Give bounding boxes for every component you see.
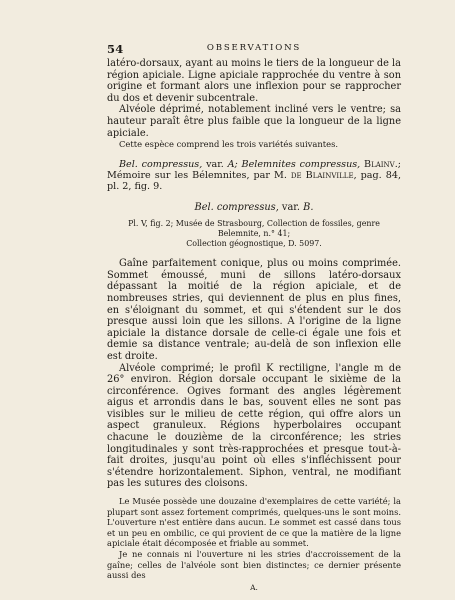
paragraph-alveole-comprime: Alvéole comprimé; le profil K rectiligne, l'angle m de 26° environ. Région dorsale occupant le sixième de la circonférence. Ogives formant des angles légèrement aigus et arrondis dans le bas, souvent elles ne sont pas visibles sur le milieu de cette région, qui offre alors un aspect granuleux. Régions hyperbolaires occupant chacune le douzième de la circonférence; les stries longitudinales y sont très-rapprochées et presque tout-à-fait droites, jusqu'au point où elles s'infléchissent pour s'étendre horizontalement. Siphon, ventral, ne modifiant pas les sutures des cloisons.: [107, 362, 401, 490]
catchword: A.: [250, 582, 258, 592]
page-number: 54: [107, 42, 124, 56]
paragraph-ouverture: Je ne connais ni l'ouverture ni les stries d'accroissement de la gaîne; celles de l'alvéole sont bien distinctes; ce dernier présente aussi des: [107, 549, 401, 581]
ref-a-author2: de Blainville: [290, 170, 354, 182]
paragraph-gaine: Gaîne parfaitement conique, plus ou moins comprimée. Sommet émoussé, muni de sillons latéro-dorsaux dépassant la moitié de la région apiciale, et de nombreuses stries, qui deviennent de plus en plus fines, en s'éloignant du sommet, et qui s'étendent sur le dos presque aussi loin que les sillons. A l'origine de la ligne apiciale la distance dorsale de celle-ci égale une fois et demie sa distance ventrale; au-delà de son inflexion elle est droite.: [107, 258, 401, 362]
ref-a-letter: A;: [227, 158, 238, 170]
plate-reference-line2: Collection géognostique, D. 5097.: [186, 239, 322, 249]
plate-reference-line1: Pl. V, fig. 2; Musée de Strasbourg, Collection de fossiles, genre Belemnite, n.° 41;: [128, 219, 380, 239]
ref-a-species2: Belemnites compressus,: [237, 158, 361, 170]
ref-a-species: Bel. compressus,: [119, 158, 203, 170]
paragraph-varieties-note: Cette espèce comprend les trois variétés suivantes.: [119, 139, 339, 150]
running-title: OBSERVATIONS: [206, 43, 302, 53]
paragraph-musee: Le Musée possède une douzaine d'exemplaires de cette variété; la plupart sont assez fortement comprimés, quelques-uns le sont moins. L'ouverture n'est entière dans aucun. Le sommet est cassé dans tous et un peu en ombilic, ce qui provient de ce que la matière de la ligne apiciale était décomposée et friable au sommet.: [107, 496, 401, 549]
var-b-species: Bel. compressus,: [194, 201, 279, 213]
var-b-var: var.: [278, 201, 304, 213]
ref-a-var: var.: [202, 158, 228, 170]
paragraph-alveole: Alvéole déprimé, notablement incliné vers le ventre; sa hauteur paraît être plus faible que la longueur de la ligne apiciale.: [107, 104, 401, 139]
ref-a-memoir: Mémoire sur les Bélemnites, par M.: [107, 170, 291, 182]
page-header: [107, 42, 401, 56]
var-b-letter: B.: [303, 201, 314, 213]
ref-a-end: , pag. 84, pl. 2, fig. 9.: [107, 170, 401, 193]
variety-b-heading: [107, 202, 401, 214]
reference-variety-a: [107, 159, 401, 193]
paragraph-continuation: latéro-dorsaux, ayant au moins le tiers de la longueur de la région apiciale. Ligne apiciale rapprochée du ventre à son origine et formant alors une inflexion pour se rapprocher du dos et devenir subcentrale.: [107, 58, 401, 104]
page-body: [107, 58, 401, 593]
ref-a-author: Blainv.;: [360, 158, 402, 170]
